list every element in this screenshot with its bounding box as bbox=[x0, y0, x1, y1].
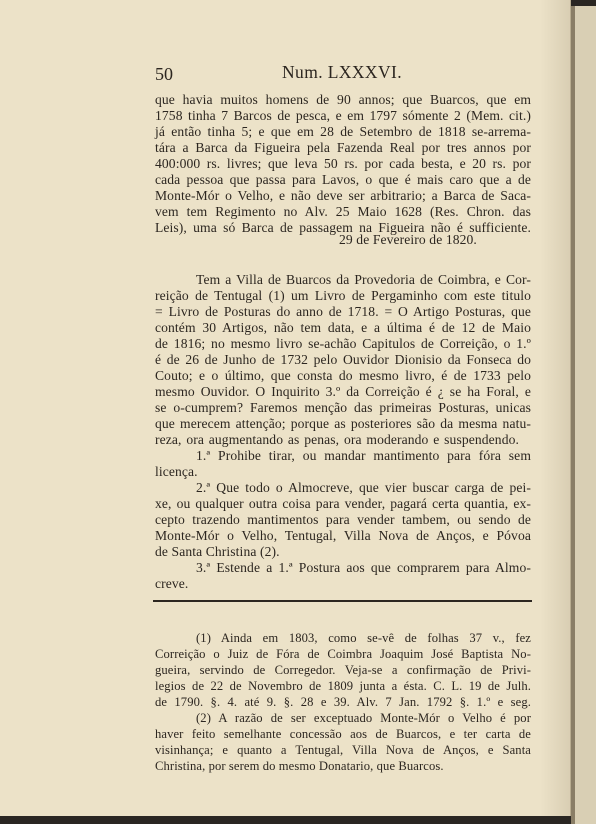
text-line: tára a Barca da Figueira pela Fazenda Real por tres annos por bbox=[155, 140, 531, 155]
footnote-line: haver feito semelhante concessão aos de Buarcos, e ter carta de bbox=[155, 727, 531, 741]
text-line: vem tem Regimento no Alv. 25 Maio 1628 (Res. Chron. das bbox=[155, 204, 531, 219]
running-head: Num. LXXXVI. bbox=[282, 62, 402, 82]
footnote-line: de 1790. §. 4. até 9. §. 28 e 39. Alv. 7 Jan. 1792 §. 1.º e seg. bbox=[155, 695, 531, 709]
text-line: contém 30 Artigos, não tem data, e a última é de 12 de Maio bbox=[155, 320, 531, 335]
text-line: de Santa Christina (2). bbox=[155, 544, 280, 559]
text-line: reição de Tentugal (1) um Livro de Pergaminho com este titulo bbox=[155, 288, 531, 303]
text-line: 400:000 rs. livres; que leva 50 rs. por cada besta, e 20 rs. por bbox=[155, 156, 531, 171]
footnote-line: (1) Ainda em 1803, como se-vê de folhas 37 v., fez bbox=[196, 631, 531, 645]
text-line: Leis), uma só Barca de passagem na Figueira não é sufficiente. bbox=[155, 220, 531, 235]
footnote-line: legios de 22 de Novembro de 1809 junta a ésta. C. L. 19 de Julh. bbox=[155, 679, 531, 693]
text-line: mesmo Ouvidor. O Inquirito 3.º da Correição é ¿ se ha Foral, e bbox=[155, 384, 531, 399]
text-line: Monte-Mór o Velho, Tentugal, Villa Nova de Anços, e Póvoa bbox=[155, 528, 531, 543]
adjacent-page-edge bbox=[571, 6, 596, 824]
footnote-divider bbox=[153, 600, 532, 602]
text-line: Monte-Mór o Velho, e não deve ser arbitrario; a Barca de Saca- bbox=[155, 188, 531, 203]
page-number: 50 bbox=[155, 64, 173, 84]
text-line: = Livro de Posturas do anno de 1718. = O Artigo Posturas, que bbox=[155, 304, 531, 319]
text-line: se o-cumprem? Faremos menção das primeiras Posturas, unicas bbox=[155, 400, 531, 415]
text-line: 1.ª Prohibe tirar, ou mandar mantimento para fóra sem bbox=[196, 448, 531, 463]
text-line: licença. bbox=[155, 464, 198, 479]
footnote-line: Correição o Juiz de Fóra de Coimbra Joaquim José Baptista No- bbox=[155, 647, 531, 661]
footnote-line: visinhança; e quanto a Tentugal, Villa Nova de Anços, e Santa bbox=[155, 743, 531, 757]
footnote-line: (2) A razão de ser exceptuado Monte-Mór o Velho é por bbox=[196, 711, 531, 725]
dateline: 29 de Fevereiro de 1820. bbox=[339, 232, 477, 247]
text-line: Couto; e o último, que consta do mesmo livro, é de 1733 pelo bbox=[155, 368, 531, 383]
text-line: 3.ª Estende a 1.ª Postura aos que comprarem para Almo- bbox=[196, 560, 531, 575]
text-line: reza, ora augmentando as penas, ora moderando e suspendendo. bbox=[155, 432, 519, 447]
text-line: 1758 tinha 7 Barcos de pesca, e em 1797 sómente 2 (Mem. cit.) bbox=[155, 108, 531, 123]
footnote-line: gueira, servindo de Corregedor. Veja-se a confirmação de Privi- bbox=[155, 663, 531, 677]
footnote-line: Christina, por serem do mesmo Donatario, que Buarcos. bbox=[155, 759, 444, 773]
text-line: que merecem attenção; porque as posteriores são da mesma natu- bbox=[155, 416, 531, 431]
text-line: Tem a Villa de Buarcos da Provedoria de Coimbra, e Cor- bbox=[196, 272, 531, 287]
text-line: 2.ª Que todo o Almocreve, que vier buscar carga de pei- bbox=[196, 480, 531, 495]
text-line: que havia muitos homens de 90 annos; que Buarcos, que em bbox=[155, 92, 531, 107]
text-line: creve. bbox=[155, 576, 189, 591]
text-line: cepto trazendo mantimentos para vender tambem, ou sendo de bbox=[155, 512, 531, 527]
text-line: cada pessoa que passa para Lavos, o que é mais caro que a de bbox=[155, 172, 531, 187]
text-line: é de 26 de Junho de 1732 pelo Ouvidor Dionisio da Fonseca do bbox=[155, 352, 531, 367]
text-line: xe, ou qualquer outra coisa para vender, pagará certa quantia, ex- bbox=[155, 496, 531, 511]
text-line: já então tinha 5; e que em 28 de Setembro de 1818 se-arrema- bbox=[155, 124, 531, 139]
text-line: de 1816; no mesmo livro se-achão Capitulos de Correição, o 1.º bbox=[155, 336, 531, 351]
